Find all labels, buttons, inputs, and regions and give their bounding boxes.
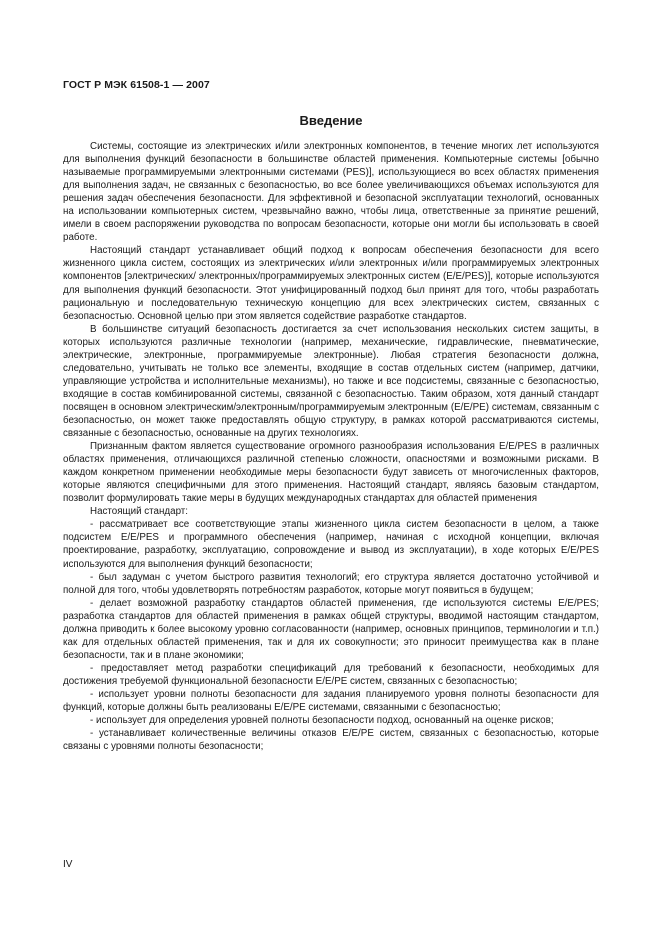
list-item: - устанавливает количественные величины отказов E/E/PE систем, связанных с безопасностью, которые связаны с уровнями полноты безопасности;: [63, 728, 599, 753]
paragraph: Настоящий стандарт устанавливает общий подход к вопросам обеспечения безопасности для всего жизненного цикла систем, состоящих из электрических и/или электронных и/или программируемых электронных компонентов [электрических/ электронных/программируемых электронных систем (E/E/PES)], которые используются для выполнения функций безопасности. Этот унифицированный подход был принят для того, чтобы разработать рациональную и последовательную техническую концепцию для всех электрических систем, связанных с безопасностью. Основной целью при этом является содействие разработке стандартов.: [63, 245, 599, 322]
list-item: - предоставляет метод разработки спецификаций для требований к безопасности, необходимых для достижения требуемой функциональной безопасности E/E/PE систем, связанных с безопасностью;: [63, 662, 599, 687]
list-item: - был задуман с учетом быстрого развития технологий; его структура является достаточно устойчивой и полной для того, чтобы удовлетворять потребностям разработок, которые могут появиться в будущем;: [63, 571, 599, 596]
paragraph: Системы, состоящие из электрических и/или электронных компонентов, в течение многих лет используются для выполнения функций безопасности в большинстве областей применения. Компьютерные системы [обычно называемые программируемыми электронными системами (PES)], использующиеся во всех областях применения для выполнения задач, не связанных с безопасностью, во все более увеличивающихся объемах используются для решения задач обеспечения безопасности. Для эффективной и безопасной эксплуатации технологий, основанных на использовании компьютерных систем, чрезвычайно важно, чтобы лица, ответственные за принятие решений, имели в своем распоряжении руководства по вопросам безопасности, которые они могли бы использовать в своей работе.: [63, 141, 599, 244]
body-text: [63, 140, 599, 753]
list-item: - использует уровни полноты безопасности для задания планируемого уровня полноты безопасности для функций, которые должны быть реализованы E/E/PE системами, связанными с безопасностью;: [63, 688, 599, 714]
paragraph: Признанным фактом является существование огромного разнообразия использования E/E/PES в различных областях применения, отличающихся различной степенью сложности, опасностями и возможными рисками. В каждом конкретном применении необходимые меры безопасности будут зависеть от многочисленных факторов, которые являются специфичными для этого применения. Настоящий стандарт, являясь базовым стандартом, позволит формулировать такие меры в будущих международных стандартах для областей применения: [63, 441, 599, 505]
document-code: ГОСТ Р МЭК 61508-1 — 2007: [63, 79, 210, 91]
list-item: - делает возможной разработку стандартов областей применения, где используются системы E/E/PES; разработка стандартов для областей применения в рамках общей структуры, вводимой настоящим стандартом, должна приводить к более высокому уровню согласованности (например, основных принципов, терминологии и т.п.) как для отдельных областей применения, так и для их совокупности; это приносит преимущества как в плане безопасности, так и в плане экономики;: [63, 597, 599, 661]
paragraph: Настоящий стандарт:: [90, 506, 189, 518]
section-title: Введение: [299, 113, 363, 128]
list-item: - рассматривает все соответствующие этапы жизненного цикла систем безопасности в целом, а также подсистем E/E/PES и программного обеспечения (например, начиная с исходной концепции, включая проектирование, разработку, эксплуатацию, сопровождение и вывод из эксплуатации), в ходе которых E/E/PES используются для выполнения функций безопасности;: [63, 519, 599, 570]
list-item: - использует для определения уровней полноты безопасности подход, основанный на оценке рисков;: [90, 715, 554, 727]
page-number: IV: [63, 859, 73, 870]
paragraph: В большинстве ситуаций безопасность достигается за счет использования нескольких систем защиты, в которых используются различные технологии (например, механические, гидравлические, пневматические, электрические, электронные, программируемые электронные). Любая стратегия безопасности должна, следовательно, учитывать не только все элементы, входящие в состав отдельных систем (например, датчики, управляющие устройства и исполнительные механизмы), но также и все подсистемы, связанные с безопасностью, входящие в состав комбинированной системы, связанной с безопасностью. Таким образом, хотя данный стандарт посвящен в основном электрическим/электронным/программируемым электронным (E/E/PE) системам, связанным с безопасностью, он может также предоставлять общую структуру, в рамках которой рассматриваются системы, связанные с безопасностью, основанные на других технологиях.: [63, 323, 599, 440]
